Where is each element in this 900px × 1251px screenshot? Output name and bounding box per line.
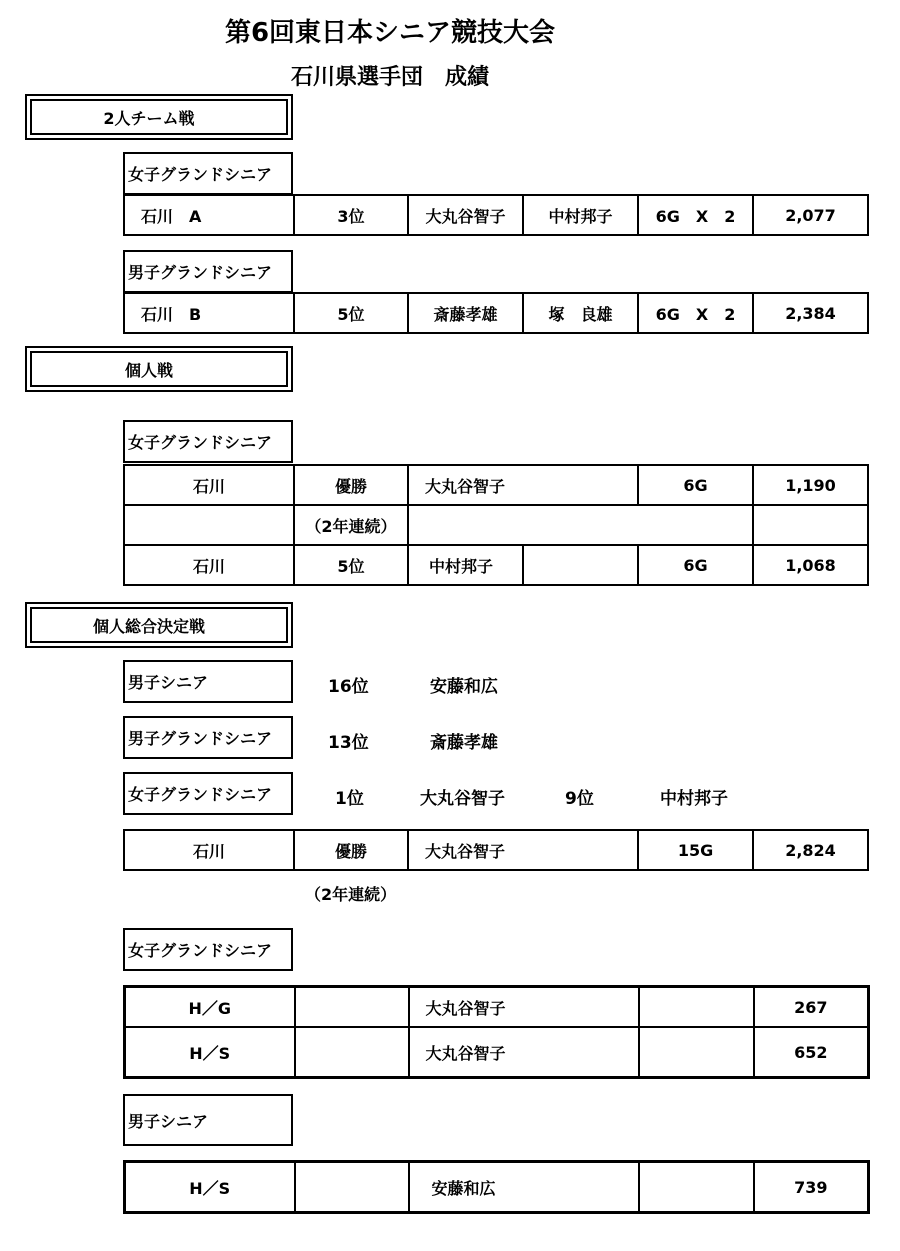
rank-text: 13位: [328, 733, 369, 753]
table-cell: 2,384: [753, 293, 868, 333]
category-label: 女子グランドシニア: [123, 772, 293, 815]
table-cell: [523, 545, 638, 585]
category-label: 男子グランドシニア: [123, 716, 293, 759]
player-name: 斎藤孝雄: [430, 733, 498, 753]
table-row: [124, 830, 868, 870]
table-row: [125, 1027, 869, 1078]
table-cell: 中村邦子: [408, 545, 523, 585]
player-name: 中村邦子: [660, 789, 728, 809]
overall-total-table: [123, 829, 869, 871]
table-cell: [124, 505, 294, 545]
section-label: 個人総合決定戦: [30, 607, 288, 643]
category-label: 女子グランドシニア: [123, 152, 293, 195]
high-men-table: [123, 1160, 870, 1214]
table-cell: 中村邦子: [523, 195, 638, 235]
team-men-table: [123, 292, 869, 334]
table-cell: [639, 987, 754, 1028]
high-women-table: [123, 985, 870, 1079]
table-cell: [639, 1162, 754, 1213]
rank-text: 1位: [335, 789, 364, 809]
table-cell: 15G: [638, 830, 753, 870]
table-cell: 5位: [294, 293, 408, 333]
table-cell: 1,190: [753, 465, 868, 505]
individual-women-table: [123, 464, 869, 586]
table-cell: 石川: [124, 545, 294, 585]
section-header-overall: [25, 602, 293, 648]
table-cell: 1,068: [753, 545, 868, 585]
table-cell: 安藤和広: [409, 1162, 639, 1213]
page-title: 第6回東日本シニア競技大会: [224, 18, 556, 48]
category-label: 男子シニア: [123, 660, 293, 703]
table-cell: H／G: [125, 987, 295, 1028]
table-cell: 斎藤孝雄: [408, 293, 523, 333]
table-cell: 優勝: [294, 830, 408, 870]
section-header-individual: [25, 346, 293, 392]
table-cell: [408, 505, 753, 545]
table-cell: 優勝: [294, 465, 408, 505]
table-cell: [753, 505, 868, 545]
table-cell: 5位: [294, 545, 408, 585]
table-cell: 6G X 2: [638, 195, 753, 235]
table-cell: [639, 1027, 754, 1078]
section-header-team: [25, 94, 293, 140]
page-subtitle: 石川県選手団 成績: [290, 65, 489, 90]
table-cell: [295, 987, 409, 1028]
player-name: 大丸谷智子: [420, 789, 505, 809]
table-row: [125, 1162, 869, 1213]
table-cell: H／S: [125, 1027, 295, 1078]
table-cell: 大丸谷智子: [408, 830, 638, 870]
note-text: （2年連続）: [305, 885, 397, 904]
player-name: 安藤和広: [430, 677, 498, 697]
table-cell: 6G: [638, 465, 753, 505]
table-cell: [295, 1027, 409, 1078]
table-cell: 大丸谷智子: [408, 465, 638, 505]
table-row: [124, 545, 868, 585]
category-label: 男子グランドシニア: [123, 250, 293, 293]
table-cell: 3位: [294, 195, 408, 235]
table-cell: 2,824: [753, 830, 868, 870]
category-label: 男子シニア: [123, 1094, 293, 1146]
category-label: 女子グランドシニア: [123, 420, 293, 463]
section-label: 2人チーム戦: [30, 99, 288, 135]
category-label: 女子グランドシニア: [123, 928, 293, 971]
section-label: 個人戦: [30, 351, 288, 387]
table-row: [124, 505, 868, 545]
table-cell: 石川: [124, 830, 294, 870]
table-cell: 大丸谷智子: [409, 987, 639, 1028]
table-row: [125, 987, 869, 1028]
table-cell: 739: [754, 1162, 869, 1213]
table-cell: 石川: [124, 465, 294, 505]
table-cell: 6G X 2: [638, 293, 753, 333]
table-row: [124, 195, 868, 235]
table-cell: 6G: [638, 545, 753, 585]
table-cell: 267: [754, 987, 869, 1028]
table-cell: 石川 A: [124, 195, 294, 235]
table-cell: 652: [754, 1027, 869, 1078]
table-row: [124, 293, 868, 333]
table-row: [124, 465, 868, 505]
team-women-table: [123, 194, 869, 236]
table-cell: 石川 B: [124, 293, 294, 333]
table-cell: 塚 良雄: [523, 293, 638, 333]
table-cell: 2,077: [753, 195, 868, 235]
table-cell: H／S: [125, 1162, 295, 1213]
rank-text: 9位: [565, 789, 594, 809]
table-cell: 大丸谷智子: [409, 1027, 639, 1078]
rank-text: 16位: [328, 677, 369, 697]
table-cell: 大丸谷智子: [408, 195, 523, 235]
table-cell: [295, 1162, 409, 1213]
table-cell: （2年連続）: [294, 505, 408, 545]
